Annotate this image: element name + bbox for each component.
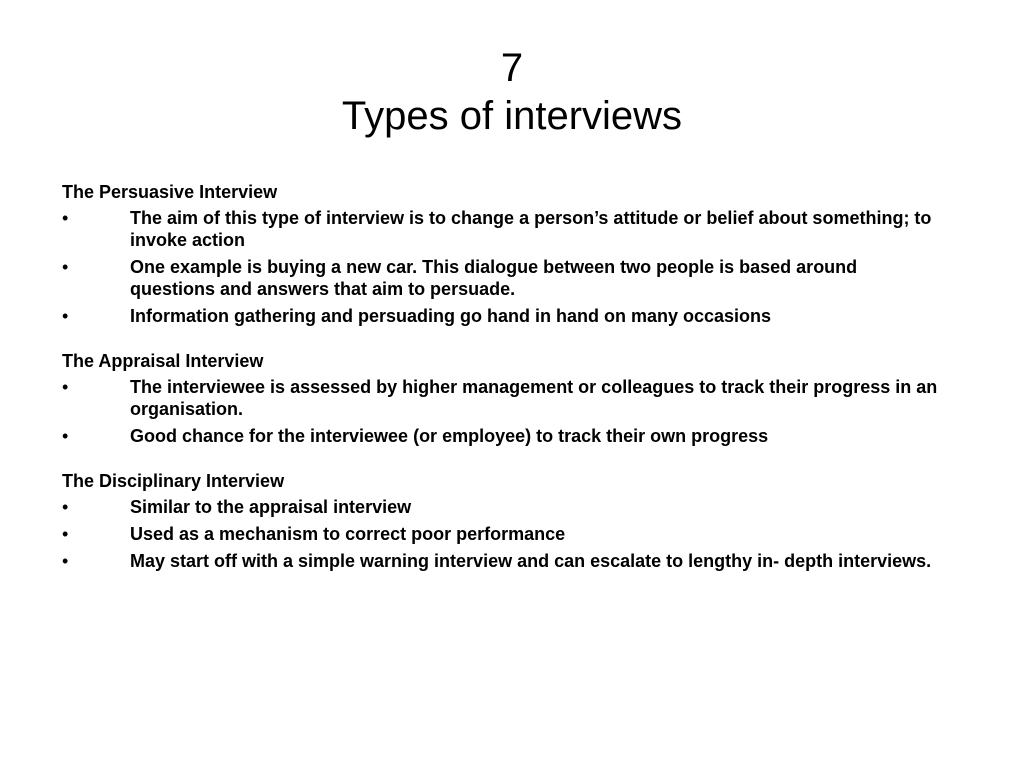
bullet-text: Good chance for the interviewee (or employee) to track their own progress xyxy=(130,426,769,446)
bullet-icon: • xyxy=(62,497,69,517)
bullet-list xyxy=(62,496,942,572)
bullet-icon: • xyxy=(62,377,69,397)
bullet-item xyxy=(62,425,942,447)
bullet-text: The aim of this type of interview is to change a person’s attitude or belief about something; to invoke action xyxy=(130,208,932,250)
bullet-item xyxy=(62,256,942,300)
bullet-item xyxy=(62,207,942,251)
bullet-item xyxy=(62,376,942,420)
bullet-text: Similar to the appraisal interview xyxy=(130,497,412,517)
bullet-icon: • xyxy=(62,257,69,277)
bullet-text: One example is buying a new car. This dialogue between two people is based around questions and answers that aim to persuade. xyxy=(130,257,858,299)
bullet-icon: • xyxy=(62,524,69,544)
bullet-text: May start off with a simple warning interview and can escalate to lengthy in- depth interviews. xyxy=(130,551,932,571)
slide-content xyxy=(62,181,942,595)
bullet-item xyxy=(62,523,942,545)
bullet-icon: • xyxy=(62,306,69,326)
section-heading: The Appraisal Interview xyxy=(62,351,264,371)
bullet-text: The interviewee is assessed by higher management or colleagues to track their progress in an organisation. xyxy=(130,377,938,419)
section-persuasive-interview xyxy=(62,181,942,327)
bullet-item xyxy=(62,496,942,518)
bullet-item xyxy=(62,305,942,327)
section-disciplinary-interview xyxy=(62,470,942,572)
bullet-list xyxy=(62,376,942,447)
bullet-text: Information gathering and persuading go hand in hand on many occasions xyxy=(130,306,772,326)
bullet-icon: • xyxy=(62,426,69,446)
section-appraisal-interview xyxy=(62,350,942,447)
section-heading: The Disciplinary Interview xyxy=(62,471,285,491)
section-heading: The Persuasive Interview xyxy=(62,182,278,202)
bullet-list xyxy=(62,207,942,327)
bullet-icon: • xyxy=(62,551,69,571)
bullet-icon: • xyxy=(62,208,69,228)
bullet-text: Used as a mechanism to correct poor performance xyxy=(130,524,566,544)
slide-title-text: Types of interviews xyxy=(341,94,683,138)
slide-number: 7 xyxy=(500,46,524,90)
bullet-item xyxy=(62,550,942,572)
slide-title xyxy=(0,44,1024,140)
